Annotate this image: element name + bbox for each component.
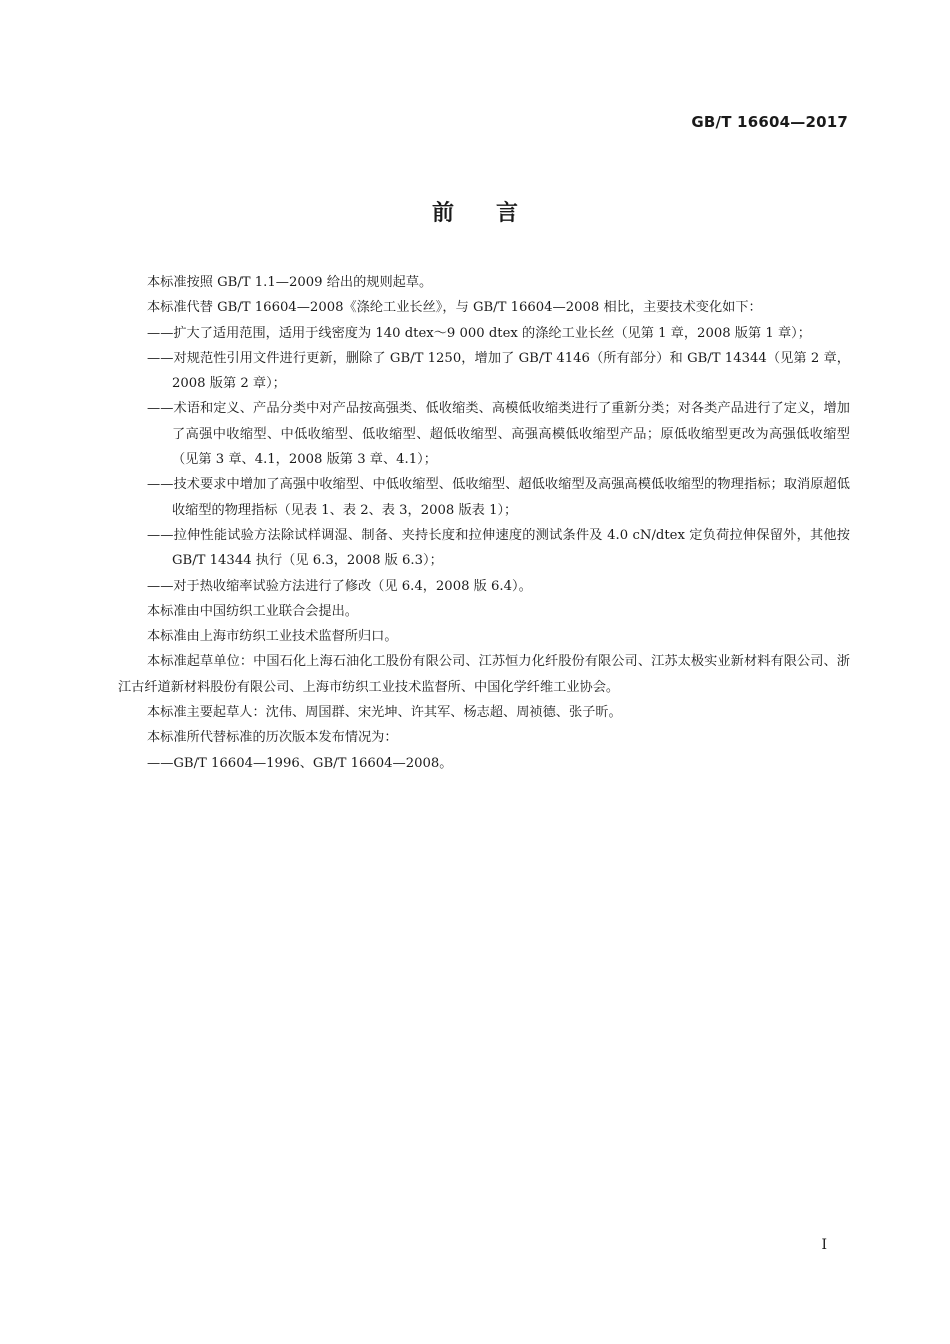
standard-code: GB/T 16604—2017 [691, 113, 848, 131]
list-item-references: ——对规范性引用文件进行更新，删除了 GB/T 1250，增加了 GB/T 4146（所有部分）和 GB/T 14344（见第 2 章，2008 版第 2 章）； [147, 350, 850, 392]
paragraph-history: 本标准所代替标准的历次版本发布情况为： [147, 730, 398, 746]
paragraph-replacement: 本标准代替 GB/T 16604—2008《涤纶工业长丝》，与 GB/T 16604—2008 相比，主要技术变化如下： [147, 300, 762, 316]
page-title: 前言 [431, 201, 560, 226]
paragraph-proposed-by: 本标准由中国纺织工业联合会提出。 [147, 603, 358, 619]
foreword-body [118, 270, 850, 776]
list-item-terms: ——术语和定义、产品分类中对产品按高强类、低收缩类、高模低收缩类进行了重新分类；对各类产品进行了定义，增加了高强中收缩型、中低收缩型、低收缩型、超低收缩型、高强高模低收缩型产品；原低收缩型更改为高强低收缩型（见第 3 章、4.1，2008 版第 3 章、4.1）； [147, 401, 850, 468]
list-item-tensile-test: ——拉伸性能试验方法除试样调湿、制备、夹持长度和拉伸速度的测试条件及 4.0 cN/dtex 定负荷拉伸保留外，其他按 GB/T 14344 执行（见 6.3，2008 版 6.3）； [147, 527, 850, 569]
list-item-requirements: ——技术要求中增加了高强中收缩型、中低收缩型、低收缩型、超低收缩型及高强高模低收缩型的物理指标；取消原超低收缩型的物理指标（见表 1、表 2、表 3，2008 版表 1）； [147, 477, 850, 518]
paragraph-drafting-units: 本标准起草单位：中国石化上海石油化工股份有限公司、江苏恒力化纤股份有限公司、江苏太极实业新材料有限公司、浙江古纤道新材料股份有限公司、上海市纺织工业技术监督所、中国化学纤维工业协会。 [118, 654, 850, 695]
list-item-previous-editions: ——GB/T 16604—1996、GB/T 16604—2008。 [147, 755, 453, 771]
paragraph-drafters: 本标准主要起草人：沈伟、周国群、宋光坤、许其军、杨志超、周祯德、张子昕。 [147, 705, 622, 721]
list-item-shrinkage-test: ——对于热收缩率试验方法进行了修改（见 6.4，2008 版 6.4）。 [147, 578, 532, 594]
list-item-scope: ——扩大了适用范围，适用于线密度为 140 dtex～9 000 dtex 的涤纶工业长丝（见第 1 章，2008 版第 1 章）； [147, 325, 811, 341]
paragraph-administered-by: 本标准由上海市纺织工业技术监督所归口。 [147, 629, 398, 645]
page-number: I [821, 1237, 827, 1253]
paragraph-drafting-rules: 本标准按照 GB/T 1.1—2009 给出的规则起草。 [147, 275, 433, 290]
